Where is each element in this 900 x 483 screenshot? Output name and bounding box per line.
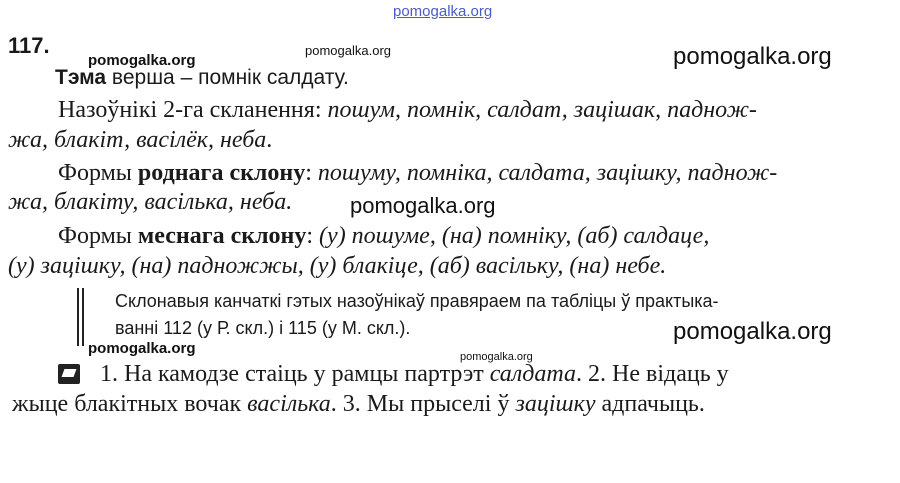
italic-span: жа, блакіту, васілька, неба. (8, 189, 293, 215)
watermark: pomogalka.org (88, 340, 196, 357)
example-line-2 (12, 392, 705, 416)
italic-span: пошум, помнік, салдат, зацішак, паднож- (327, 97, 757, 123)
text-span: адпачыць. (595, 391, 705, 417)
watermark: pomogalka.org (88, 52, 196, 69)
text-span: Назоўнікі 2-га скланення: (58, 97, 328, 123)
italic-span: салдата (489, 361, 577, 387)
watermark-top: pomogalka.org (393, 3, 493, 20)
text-span: : (306, 223, 320, 249)
rule-note-line-1: Склонавыя канчаткі гэтых назоўнікаў правяраем па табліцы ў практыка- (115, 291, 719, 311)
text-span: . 2. Не відаць у (576, 361, 729, 387)
text-span: жыце блакітных вочак (12, 391, 248, 417)
bold-span: роднага склону (137, 160, 306, 186)
text-line-5 (58, 224, 709, 248)
exercise-number: 117. (8, 33, 50, 58)
text-line-4 (8, 190, 292, 214)
watermark: pomogalka.org (305, 43, 391, 58)
rule-note-line-2: ванні 112 (у Р. скл.) і 115 (у М. скл.). (115, 318, 411, 338)
text-span: Формы (58, 160, 138, 186)
italic-span: жа, блакіт, васілёк, неба (8, 127, 267, 153)
watermark: pomogalka.org (350, 193, 496, 218)
example-line-1 (100, 362, 729, 386)
text-span: 1. На камодзе стаіць у рамцы партрэт (100, 361, 490, 387)
watermark: pomogalka.org (673, 318, 832, 345)
text-line-1 (58, 98, 757, 122)
text-line-3 (58, 161, 777, 185)
italic-span: зацішку (515, 391, 596, 417)
text-span: . 3. Мы прыселі ў (330, 391, 516, 417)
italic-span: (у) зацішку, (на) падножжы, (у) блакіце, (аб) васільку, (на) небе. (8, 253, 667, 279)
theme-text: верша – помнік салдату. (106, 66, 349, 89)
exercise-icon (58, 364, 80, 384)
exercise-theme (55, 67, 349, 88)
italic-span: (у) пошуме, (на) помніку, (аб) салдаце, (319, 223, 710, 249)
watermark: pomogalka.org (673, 43, 832, 70)
rule-marker (12, 288, 72, 346)
bold-span: меснага склону (137, 223, 307, 249)
text-line-2 (8, 128, 272, 152)
text-span: . (266, 127, 273, 153)
theme-label: Тэма (55, 66, 107, 89)
text-span: Формы (58, 223, 138, 249)
italic-span: пошуму, помніка, салдата, зацішку, паднож- (317, 160, 778, 186)
text-line-6 (8, 254, 666, 278)
watermark: pomogalka.org (460, 351, 533, 363)
italic-span: васілька (247, 391, 331, 417)
text-span: : (305, 160, 318, 186)
